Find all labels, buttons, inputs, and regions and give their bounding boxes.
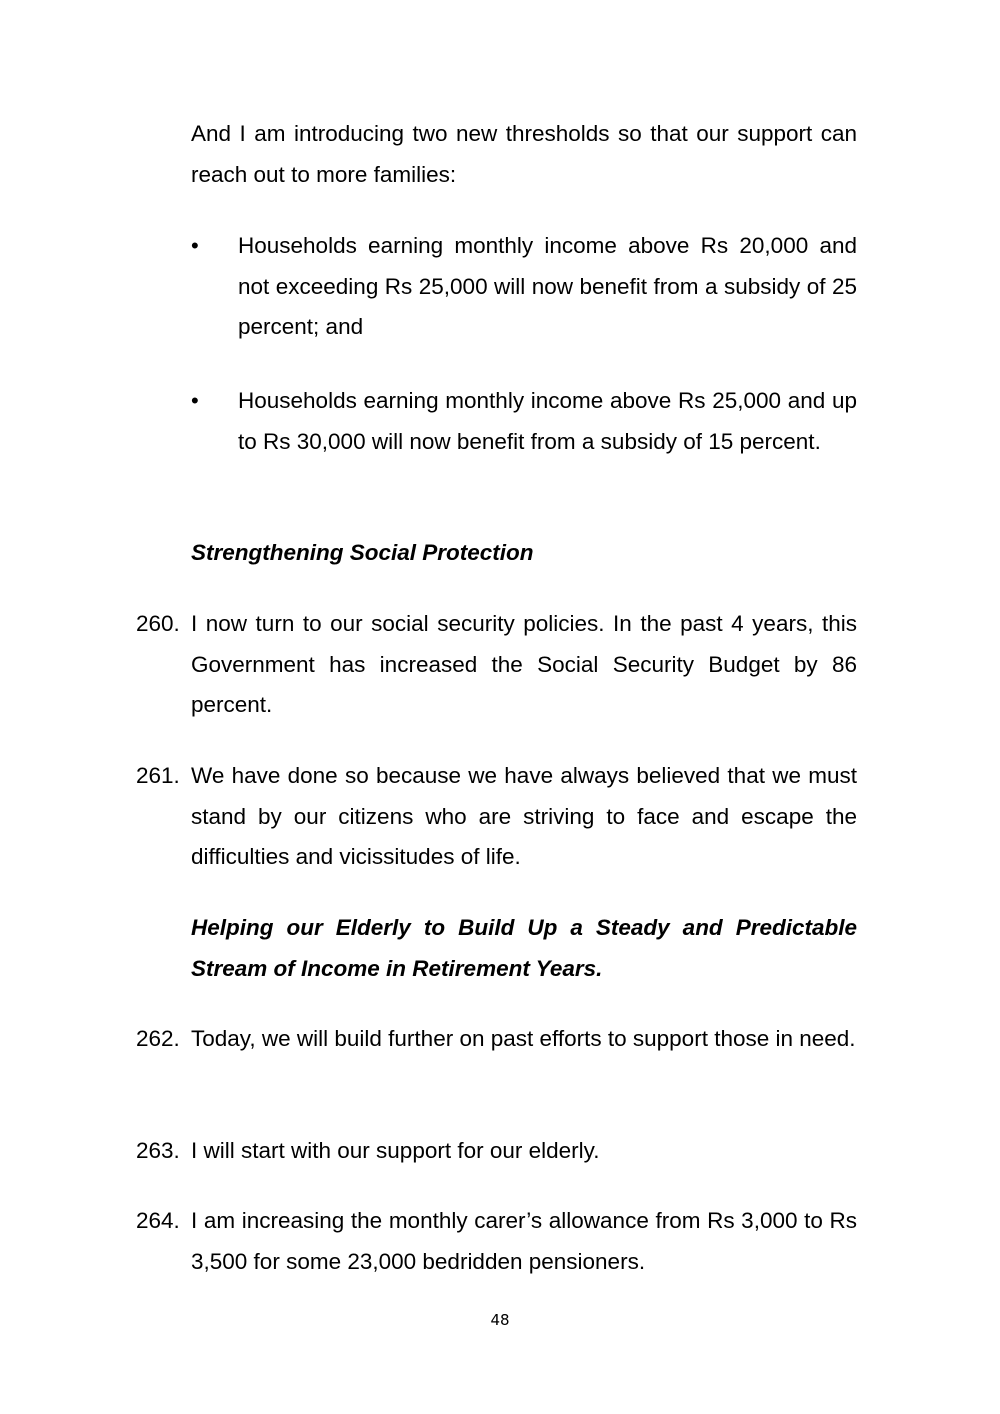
bullet-text: Households earning monthly income above Rs 20,000 and not exceeding Rs 25,000 will now benefit from a subsidy of 25 percent; and <box>238 233 857 340</box>
page-number: 48 <box>490 1311 510 1329</box>
paragraph-text: I will start with our support for our elderly. <box>191 1138 600 1163</box>
section-heading-elderly: Helping our Elderly to Build Up a Steady and Predictable Stream of Income in Retirement Years. <box>191 915 857 981</box>
intro-paragraph: And I am introducing two new thresholds so that our support can reach out to more families: <box>191 121 857 187</box>
bullet-icon: • <box>191 233 199 258</box>
paragraph-text: I am increasing the monthly carer’s allowance from Rs 3,000 to Rs 3,500 for some 23,000 bedridden pensioners. <box>191 1208 857 1274</box>
paragraph-text: We have done so because we have always believed that we must stand by our citizens who are striving to face and escape the difficulties and vicissitudes of life. <box>191 763 857 870</box>
paragraph-number: 264. <box>136 1208 180 1233</box>
paragraph-number: 261. <box>136 763 180 788</box>
bullet-icon: • <box>191 388 199 413</box>
bullet-text: Households earning monthly income above Rs 25,000 and up to Rs 30,000 will now benefit from a subsidy of 15 percent. <box>238 388 857 454</box>
paragraph-number: 262. <box>136 1026 180 1051</box>
paragraph-text: Today, we will build further on past efforts to support those in need. <box>191 1026 856 1051</box>
section-heading-social-protection: Strengthening Social Protection <box>191 540 534 565</box>
paragraph-number: 260. <box>136 611 180 636</box>
paragraph-number: 263. <box>136 1138 180 1163</box>
paragraph-text: I now turn to our social security policies. In the past 4 years, this Government has increased the Social Security Budget by 86 percent. <box>191 611 857 718</box>
